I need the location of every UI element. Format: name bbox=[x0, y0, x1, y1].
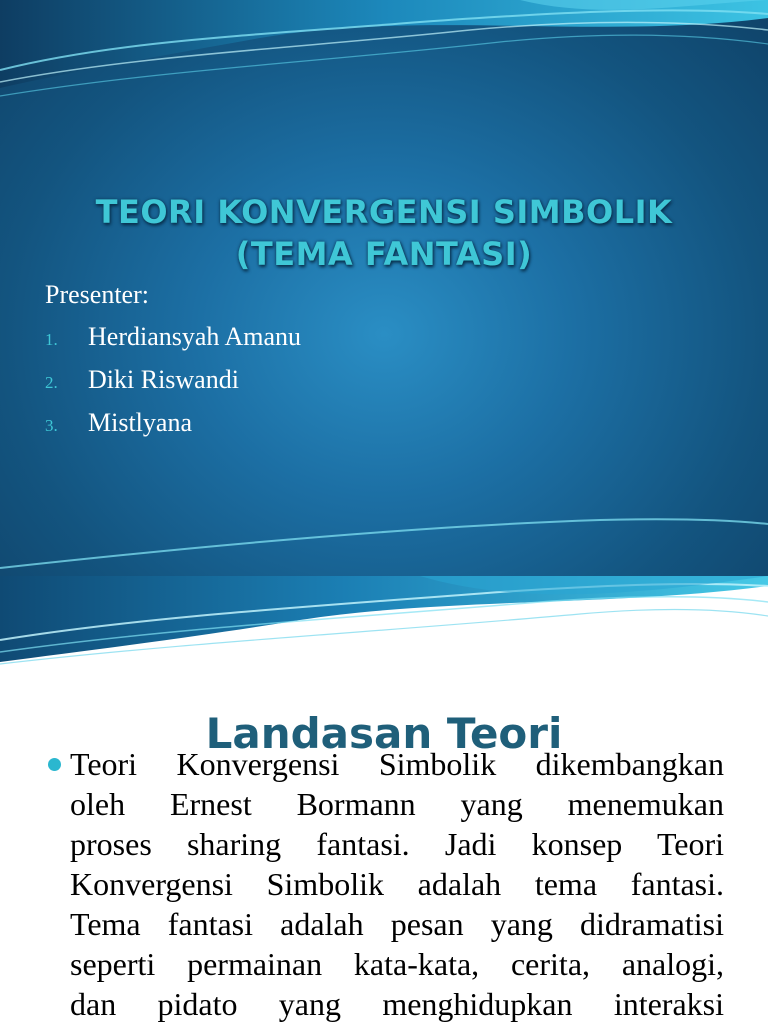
presenter-label: Presenter: bbox=[45, 280, 149, 309]
text-line: Konvergensi Simbolik adalah tema fantasi. bbox=[70, 866, 724, 902]
list-number: 1. bbox=[45, 330, 58, 349]
bullet-paragraph bbox=[48, 744, 724, 1024]
text-line: seperti permainan kata-kata, cerita, analogi, bbox=[70, 946, 724, 982]
paragraph-text bbox=[70, 744, 724, 1024]
slide-heading: Landasan Teori bbox=[205, 708, 563, 758]
text-line: Teori Konvergensi Simbolik dikembangkan bbox=[70, 746, 724, 782]
content-slide bbox=[0, 576, 768, 1024]
presenter-name: Mistlyana bbox=[88, 408, 192, 437]
list-number: 3. bbox=[45, 416, 58, 435]
slide-title-line-1: TEORI KONVERGENSI SIMBOLIK bbox=[95, 193, 673, 232]
presenter-list bbox=[45, 322, 301, 451]
text-line: oleh Ernest Bormann yang menemukan bbox=[70, 786, 724, 822]
list-item bbox=[45, 408, 301, 451]
text-line: Tema fantasi adalah pesan yang didramatisi bbox=[70, 906, 724, 942]
slide-title-line-2: (TEMA FANTASI) bbox=[235, 235, 533, 274]
presenter-block bbox=[45, 278, 301, 451]
wave-decoration-bottom bbox=[0, 516, 768, 576]
text-line: dan pidato yang menghidupkan interaksi bbox=[70, 986, 724, 1022]
slide-title bbox=[0, 191, 768, 275]
presenter-name: Diki Riswandi bbox=[88, 365, 239, 394]
list-item bbox=[45, 365, 301, 408]
list-number: 2. bbox=[45, 373, 58, 392]
wave-decoration-top bbox=[0, 0, 768, 110]
text-line: proses sharing fantasi. Jadi konsep Teori bbox=[70, 826, 724, 862]
wave-decoration-top bbox=[0, 576, 768, 668]
bullet-icon bbox=[48, 758, 61, 771]
presenter-name: Herdiansyah Amanu bbox=[88, 322, 302, 351]
list-item bbox=[45, 322, 301, 365]
